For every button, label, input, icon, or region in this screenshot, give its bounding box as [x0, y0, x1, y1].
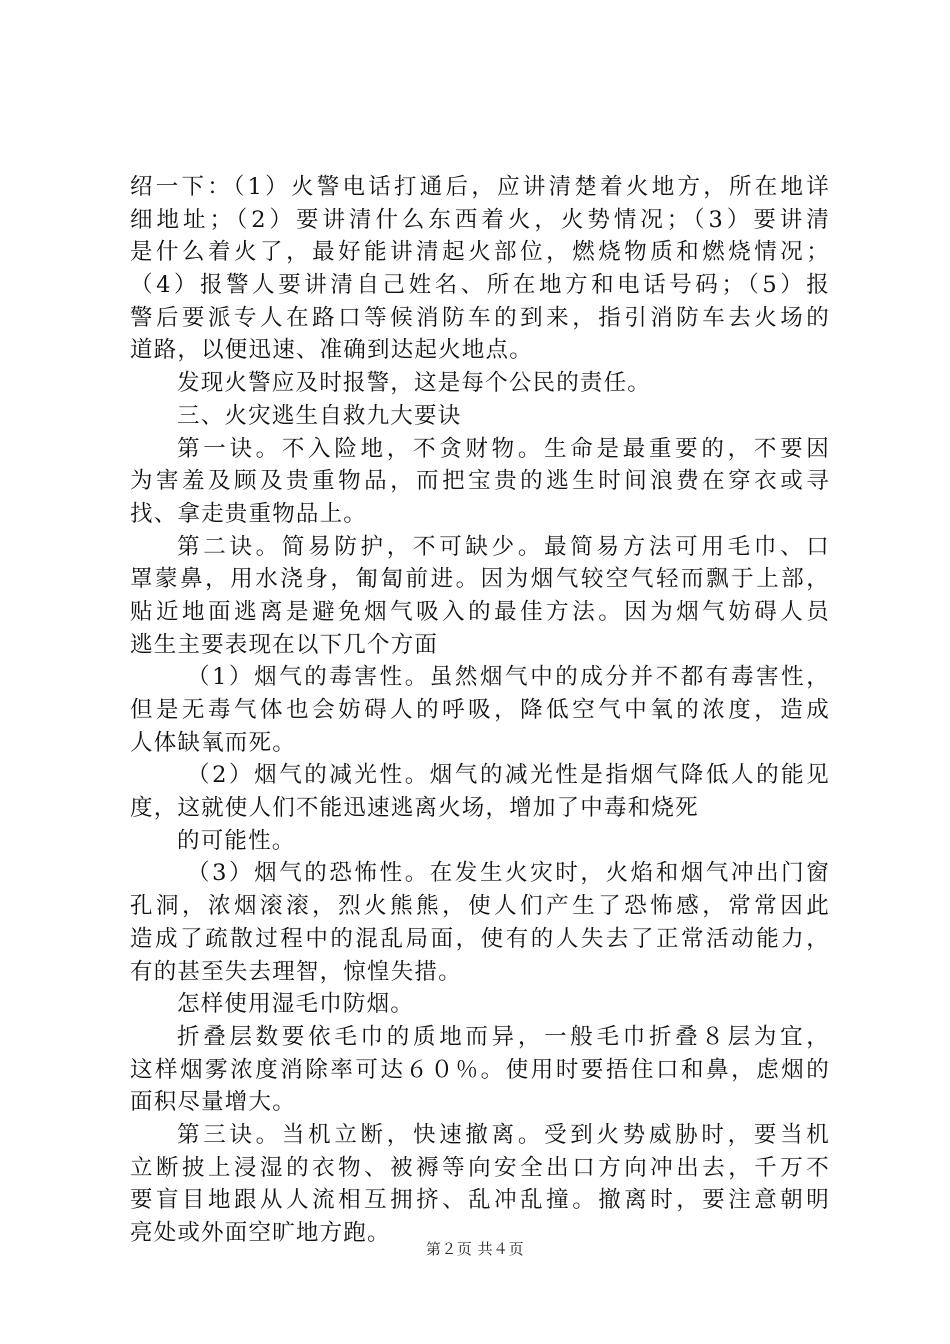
- text-line: （1）烟气的毒害性。虽然烟气中的成分并不都有毒害性，: [187, 664, 830, 691]
- text-line: 孔洞，浓烟滚滚，烈火熊熊，使人们产生了恐怖感，常常因此: [130, 893, 830, 920]
- text-line: 细地址；（2）要讲清什么东西着火，火势情况；（3）要讲清: [130, 206, 830, 233]
- text-line: 这样烟雾浓度消除率可达６０％。使用时要捂住口和鼻，虑烟的: [130, 1056, 830, 1083]
- text-line: 亮处或外面空旷地方跑。: [130, 1220, 391, 1246]
- text-line: 为害羞及顾及贵重物品，而把宝贵的逃生时间浪费在穿衣或寻: [130, 468, 830, 495]
- page-footer: [0, 1238, 950, 1259]
- text-line: 的可能性。: [177, 827, 296, 854]
- text-line: （2）烟气的减光性。烟气的减光性是指烟气降低人的能见: [187, 762, 830, 789]
- text-line: 第二诀。简易防护，不可缺少。最简易方法可用毛巾、口: [177, 533, 830, 560]
- text-line: 是什么着火了，最好能讲清起火部位，燃烧物质和燃烧情况；: [130, 239, 830, 266]
- text-line: 第一诀。不入险地，不贪财物。生命是最重要的，不要因: [177, 435, 830, 462]
- text-line: 逃生主要表现在以下几个方面: [130, 631, 439, 658]
- text-line: 人体缺氧而死。: [130, 729, 296, 756]
- page-number-label: 第２页 共４页: [425, 1240, 525, 1258]
- text-line: 折叠层数要依毛巾的质地而异，一般毛巾折叠８层为宜，: [177, 1023, 830, 1050]
- text-line: 罩蒙鼻，用水浇身，匍匐前进。因为烟气较空气轻而飘于上部，: [130, 566, 830, 593]
- text-line: 找、拿走贵重物品上。: [130, 500, 368, 527]
- text-line: 度，这就使人们不能迅速逃离火场，增加了中毒和烧死: [130, 795, 699, 822]
- text-line: 贴近地面逃离是避免烟气吸入的最佳方法。因为烟气妨碍人员: [130, 598, 830, 625]
- body-text: [130, 171, 830, 1250]
- text-line: 造成了疏散过程中的混乱局面，使有的人失去了正常活动能力，: [130, 925, 830, 952]
- text-line: 面积尽量增大。: [130, 1089, 296, 1116]
- text-line: 但是无毒气体也会妨碍人的呼吸，降低空气中氧的浓度，造成: [130, 697, 830, 723]
- text-line: 警后要派专人在路口等候消防车的到来，指引消防车去火场的: [130, 304, 830, 331]
- text-line: 道路，以便迅速、准确到达起火地点。: [130, 337, 533, 364]
- text-line: （3）烟气的恐怖性。在发生火灾时，火焰和烟气冲出门窗: [187, 860, 830, 887]
- text-line: （4）报警人要讲清自己姓名、所在地方和电话号码；（5）报: [130, 272, 830, 299]
- text-line: 要盲目地跟从人流相互拥挤、乱冲乱撞。撤离时，要注意朝明: [130, 1187, 830, 1214]
- text-line: 绍一下：（1）火警电话打通后，应讲清楚着火地方，所在地详: [130, 174, 830, 200]
- text-line: 第三诀。当机立断，快速撤离。受到火势威胁时，要当机: [177, 1121, 830, 1148]
- text-line: 怎样使用湿毛巾防烟。: [177, 991, 415, 1018]
- text-line: 发现火警应及时报警，这是每个公民的责任。: [177, 370, 652, 397]
- text-line: 立断披上浸湿的衣物、被褥等向安全出口方向冲出去，千万不: [130, 1154, 830, 1181]
- section-heading: 三、火灾逃生自救九大要诀: [177, 402, 462, 429]
- text-line: 有的甚至失去理智，惊惶失措。: [130, 958, 462, 985]
